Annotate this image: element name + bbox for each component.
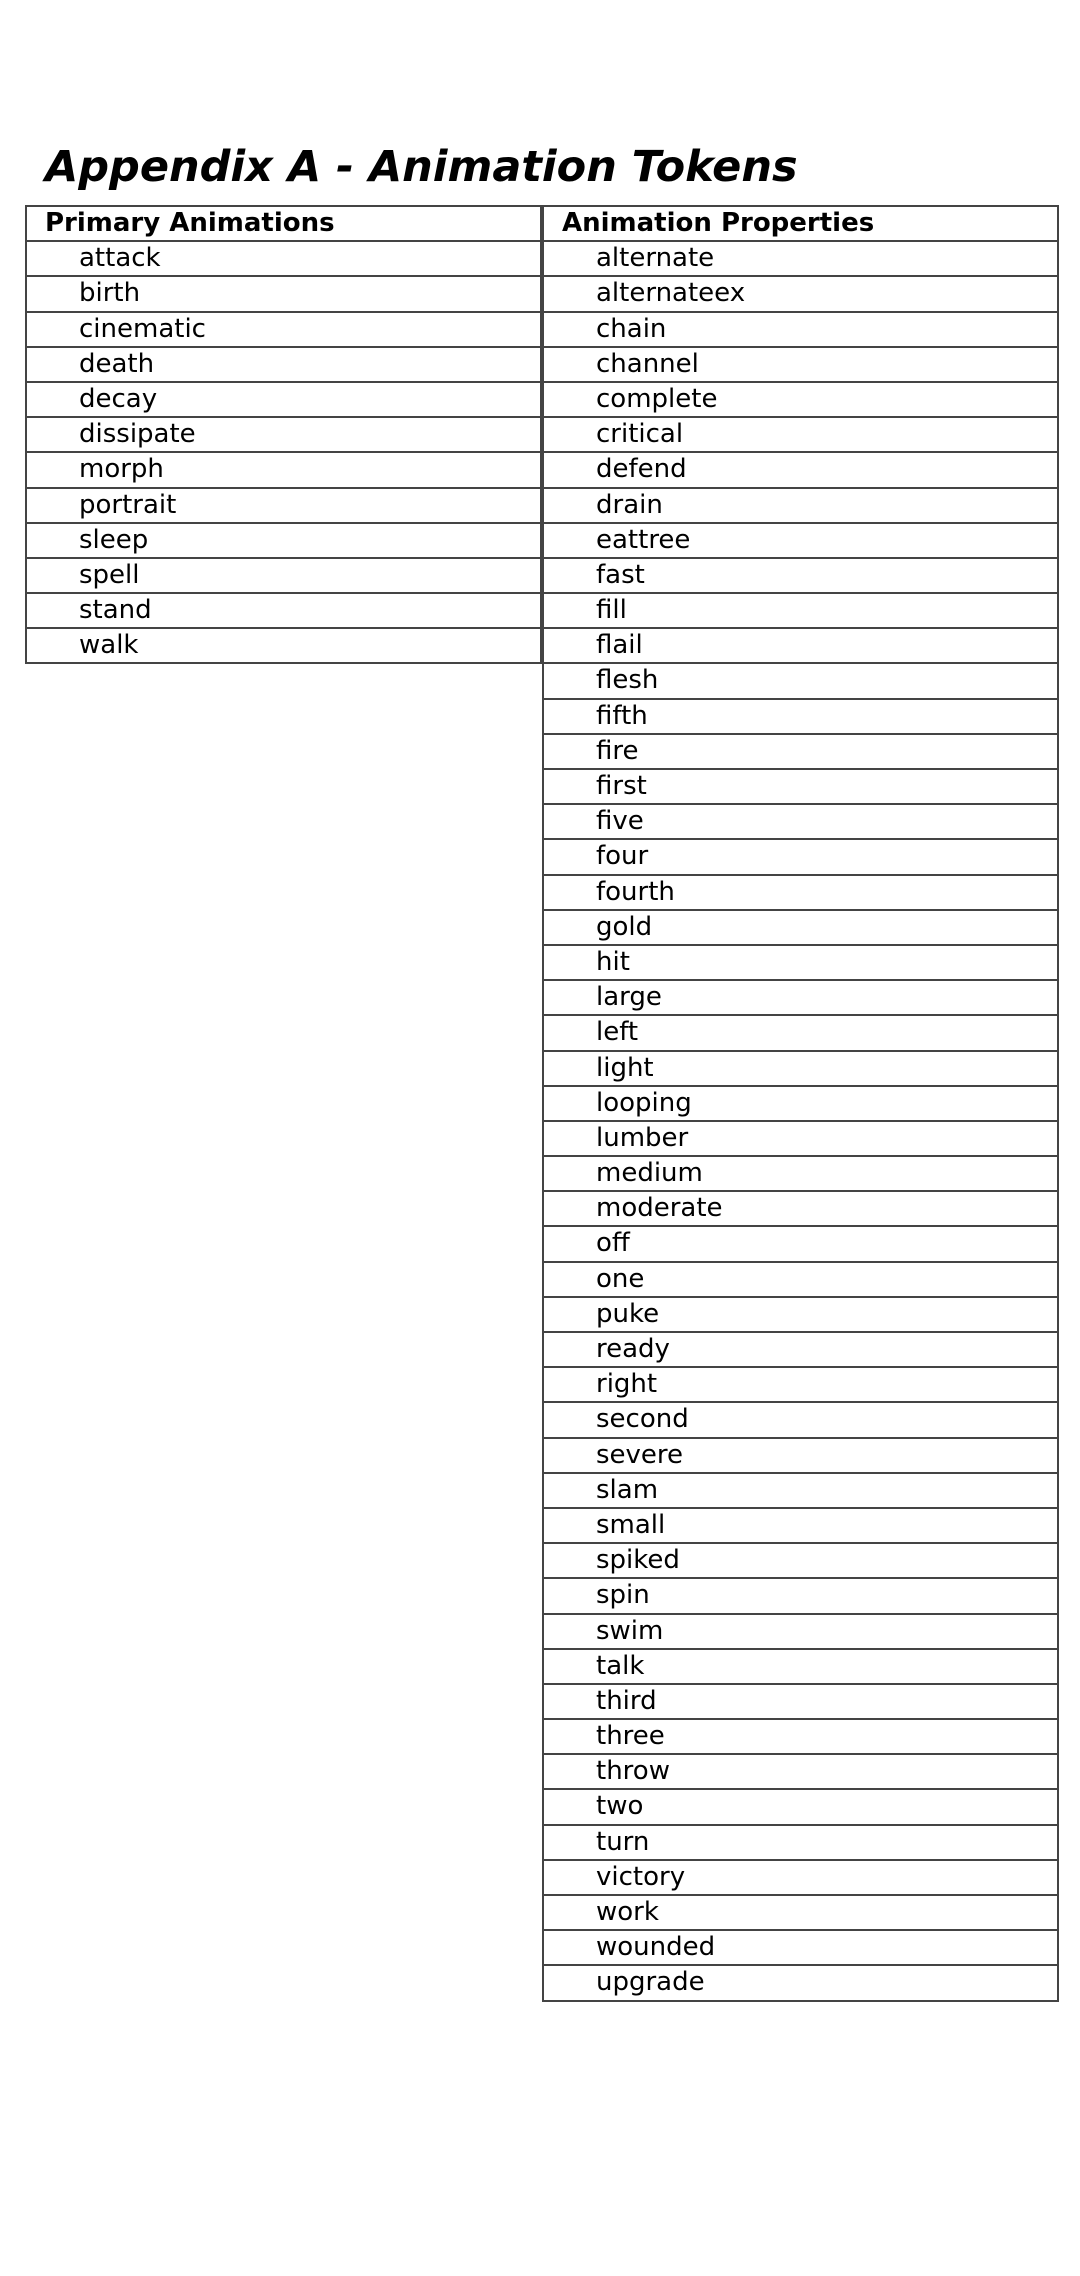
animation-property-cell: spin — [544, 1579, 1057, 1614]
primary-animation-cell: portrait — [27, 489, 540, 524]
page-title: Appendix A - Animation Tokens — [45, 142, 798, 192]
animation-property-cell: flail — [544, 629, 1057, 664]
animation-property-cell: five — [544, 805, 1057, 840]
primary-animation-cell: sleep — [27, 524, 540, 559]
primary-animation-cell: dissipate — [27, 418, 540, 453]
animation-property-cell: alternateex — [544, 277, 1057, 312]
animation-property-cell: critical — [544, 418, 1057, 453]
animation-property-cell: off — [544, 1227, 1057, 1262]
animation-property-cell: throw — [544, 1755, 1057, 1790]
animation-property-cell: four — [544, 840, 1057, 875]
animation-property-cell: right — [544, 1368, 1057, 1403]
animation-property-cell: victory — [544, 1861, 1057, 1896]
primary-animation-cell: walk — [27, 629, 540, 664]
animation-property-cell: severe — [544, 1439, 1057, 1474]
animation-property-cell: third — [544, 1685, 1057, 1720]
primary-animation-cell: birth — [27, 277, 540, 312]
primary-animation-cell: decay — [27, 383, 540, 418]
animation-property-cell: second — [544, 1403, 1057, 1438]
animation-property-cell: first — [544, 770, 1057, 805]
animation-property-cell: chain — [544, 313, 1057, 348]
primary-animation-cell: stand — [27, 594, 540, 629]
animation-property-cell: upgrade — [544, 1966, 1057, 2001]
animation-property-cell: drain — [544, 489, 1057, 524]
animation-property-cell: hit — [544, 946, 1057, 981]
animation-property-cell: spiked — [544, 1544, 1057, 1579]
animation-property-cell: ready — [544, 1333, 1057, 1368]
primary-animation-cell: death — [27, 348, 540, 383]
animation-property-cell: two — [544, 1790, 1057, 1825]
animation-property-cell: fill — [544, 594, 1057, 629]
animation-property-cell: left — [544, 1016, 1057, 1051]
animation-property-cell: fifth — [544, 700, 1057, 735]
animation-properties-column — [542, 205, 1059, 2002]
animation-property-cell: eattree — [544, 524, 1057, 559]
animation-property-cell: gold — [544, 911, 1057, 946]
animation-property-cell: moderate — [544, 1192, 1057, 1227]
animation-property-cell: medium — [544, 1157, 1057, 1192]
animation-property-cell: flesh — [544, 664, 1057, 699]
animation-property-cell: wounded — [544, 1931, 1057, 1966]
primary-animations-column — [25, 205, 542, 664]
animation-properties-header: Animation Properties — [544, 207, 1057, 242]
animation-property-cell: looping — [544, 1087, 1057, 1122]
animation-property-cell: three — [544, 1720, 1057, 1755]
animation-property-cell: one — [544, 1263, 1057, 1298]
animation-property-cell: swim — [544, 1615, 1057, 1650]
animation-property-cell: fast — [544, 559, 1057, 594]
animation-property-cell: defend — [544, 453, 1057, 488]
animation-property-cell: talk — [544, 1650, 1057, 1685]
animation-property-cell: channel — [544, 348, 1057, 383]
primary-animations-header: Primary Animations — [27, 207, 540, 242]
animation-property-cell: fire — [544, 735, 1057, 770]
animation-property-cell: puke — [544, 1298, 1057, 1333]
primary-animation-cell: cinematic — [27, 313, 540, 348]
animation-property-cell: small — [544, 1509, 1057, 1544]
animation-property-cell: fourth — [544, 876, 1057, 911]
primary-animation-cell: spell — [27, 559, 540, 594]
animation-property-cell: complete — [544, 383, 1057, 418]
animation-property-cell: turn — [544, 1826, 1057, 1861]
animation-property-cell: work — [544, 1896, 1057, 1931]
animation-property-cell: lumber — [544, 1122, 1057, 1157]
primary-animation-cell: morph — [27, 453, 540, 488]
primary-animation-cell: attack — [27, 242, 540, 277]
animation-property-cell: large — [544, 981, 1057, 1016]
animation-property-cell: light — [544, 1052, 1057, 1087]
animation-property-cell: slam — [544, 1474, 1057, 1509]
animation-property-cell: alternate — [544, 242, 1057, 277]
